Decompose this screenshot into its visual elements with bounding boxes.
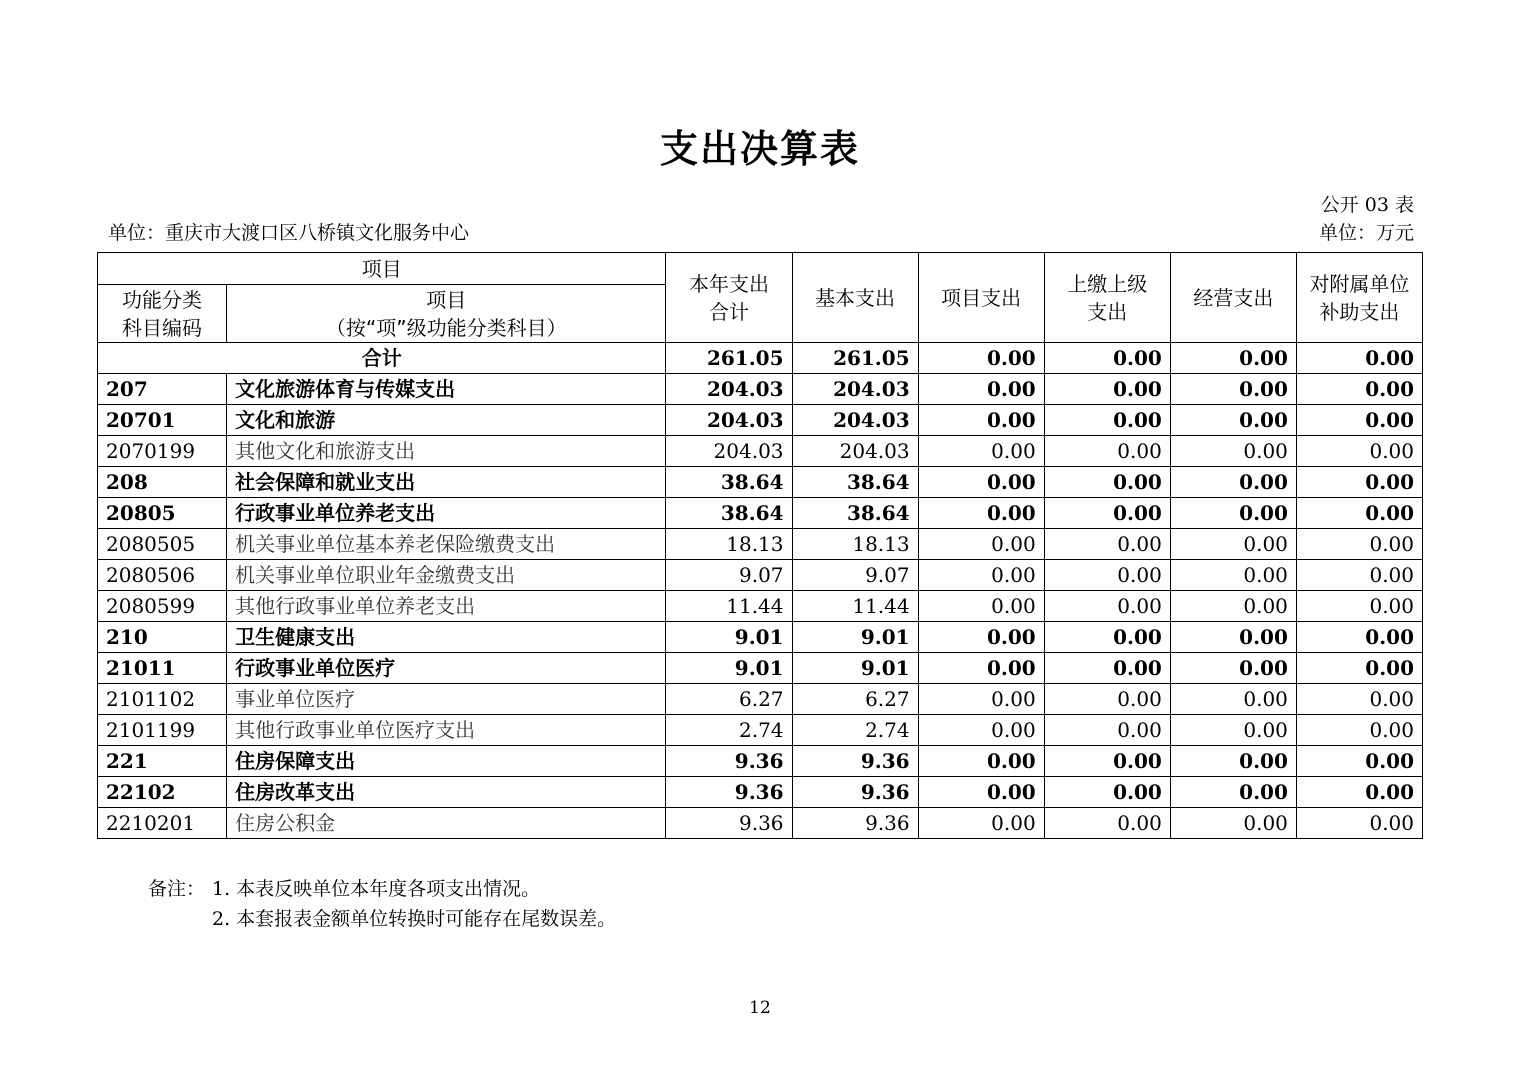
header-project-exp: 项目支出 [918,253,1044,343]
row-operating: 0.00 [1170,715,1296,746]
page-number: 12 [749,998,771,1018]
row-total: 11.44 [666,591,792,622]
row-upper: 0.00 [1044,653,1170,684]
row-name: 住房改革支出 [227,777,666,808]
row-project: 0.00 [918,777,1044,808]
row-subsidy: 0.00 [1296,715,1422,746]
total-subsidy: 0.00 [1296,343,1422,374]
row-basic: 6.27 [792,684,918,715]
table-row [98,560,1423,591]
notes-label: 备注： [148,878,206,900]
row-subsidy: 0.00 [1296,498,1422,529]
expenditure-table [97,252,1423,839]
row-code: 2101102 [98,684,227,715]
row-code: 22102 [98,777,227,808]
row-basic: 38.64 [792,498,918,529]
row-upper: 0.00 [1044,405,1170,436]
row-subsidy: 0.00 [1296,777,1422,808]
row-code: 21011 [98,653,227,684]
header-item-line1: 项目 [426,287,467,312]
row-total: 9.01 [666,622,792,653]
table-row [98,622,1423,653]
row-project: 0.00 [918,746,1044,777]
row-operating: 0.00 [1170,684,1296,715]
row-operating: 0.00 [1170,622,1296,653]
row-subsidy: 0.00 [1296,467,1422,498]
row-name: 机关事业单位基本养老保险缴费支出 [227,529,666,560]
row-operating: 0.00 [1170,591,1296,622]
row-basic: 38.64 [792,467,918,498]
row-subsidy: 0.00 [1296,653,1422,684]
row-project: 0.00 [918,560,1044,591]
row-code: 2070199 [98,436,227,467]
table-row [98,374,1423,405]
table-number: 公开 03 表 [1320,194,1414,216]
table-row [98,777,1423,808]
row-upper: 0.00 [1044,498,1170,529]
row-name: 行政事业单位养老支出 [227,498,666,529]
row-operating: 0.00 [1170,467,1296,498]
row-upper: 0.00 [1044,715,1170,746]
row-total: 9.36 [666,808,792,839]
row-total: 204.03 [666,436,792,467]
row-name: 机关事业单位职业年金缴费支出 [227,560,666,591]
row-basic: 9.01 [792,653,918,684]
row-total: 204.03 [666,374,792,405]
header-subsidy-line2: 补助支出 [1319,299,1400,324]
row-code: 2210201 [98,808,227,839]
row-upper: 0.00 [1044,777,1170,808]
organization-unit: 单位：重庆市大渡口区八桥镇文化服务中心 [108,222,470,244]
row-project: 0.00 [918,808,1044,839]
row-upper: 0.00 [1044,529,1170,560]
row-basic: 9.36 [792,777,918,808]
row-operating: 0.00 [1170,746,1296,777]
row-operating: 0.00 [1170,560,1296,591]
row-project: 0.00 [918,653,1044,684]
row-operating: 0.00 [1170,777,1296,808]
note-item-1: 1. 本表反映单位本年度各项支出情况。 [212,878,541,900]
row-operating: 0.00 [1170,374,1296,405]
row-name: 事业单位医疗 [227,684,666,715]
row-upper: 0.00 [1044,808,1170,839]
row-name: 其他行政事业单位养老支出 [227,591,666,622]
row-subsidy: 0.00 [1296,591,1422,622]
table-row [98,653,1423,684]
row-subsidy: 0.00 [1296,560,1422,591]
row-basic: 9.36 [792,746,918,777]
row-name: 其他文化和旅游支出 [227,436,666,467]
header-subsidy [1296,253,1422,343]
header-func-code-line2: 科目编码 [122,315,203,340]
row-basic: 2.74 [792,715,918,746]
header-basic: 基本支出 [792,253,918,343]
header-total-line2: 合计 [708,299,749,324]
header-func-code-line1: 功能分类 [122,287,203,312]
row-upper: 0.00 [1044,467,1170,498]
row-subsidy: 0.00 [1296,622,1422,653]
row-name: 其他行政事业单位医疗支出 [227,715,666,746]
row-basic: 9.07 [792,560,918,591]
row-subsidy: 0.00 [1296,374,1422,405]
header-project: 项目 [98,253,666,285]
table-row [98,808,1423,839]
row-total: 204.03 [666,405,792,436]
row-total: 9.36 [666,777,792,808]
table-row [98,715,1423,746]
row-basic: 9.01 [792,622,918,653]
row-subsidy: 0.00 [1296,405,1422,436]
row-operating: 0.00 [1170,653,1296,684]
row-operating: 0.00 [1170,436,1296,467]
total-basic: 261.05 [792,343,918,374]
header-upper-line1: 上缴上级 [1067,271,1148,296]
row-subsidy: 0.00 [1296,529,1422,560]
header-operating: 经营支出 [1170,253,1296,343]
header-total [666,253,792,343]
row-project: 0.00 [918,405,1044,436]
row-operating: 0.00 [1170,808,1296,839]
row-total: 18.13 [666,529,792,560]
table-row [98,591,1423,622]
row-name: 文化旅游体育与传媒支出 [227,374,666,405]
row-code: 20805 [98,498,227,529]
header-upper-line2: 支出 [1087,299,1128,324]
table-row [98,746,1423,777]
money-unit: 单位：万元 [1318,222,1414,244]
row-upper: 0.00 [1044,560,1170,591]
row-basic: 18.13 [792,529,918,560]
row-name: 卫生健康支出 [227,622,666,653]
row-project: 0.00 [918,684,1044,715]
row-code: 20701 [98,405,227,436]
row-code: 2080506 [98,560,227,591]
row-upper: 0.00 [1044,746,1170,777]
row-name: 社会保障和就业支出 [227,467,666,498]
row-total: 2.74 [666,715,792,746]
row-name: 住房公积金 [227,808,666,839]
row-total: 9.07 [666,560,792,591]
row-operating: 0.00 [1170,498,1296,529]
row-code: 2080599 [98,591,227,622]
row-project: 0.00 [918,467,1044,498]
total-total: 261.05 [666,343,792,374]
row-name: 住房保障支出 [227,746,666,777]
row-total: 9.01 [666,653,792,684]
table-row [98,405,1423,436]
total-project: 0.00 [918,343,1044,374]
row-project: 0.00 [918,622,1044,653]
row-project: 0.00 [918,436,1044,467]
row-code: 221 [98,746,227,777]
row-name: 行政事业单位医疗 [227,653,666,684]
table-row [98,498,1423,529]
header-total-line1: 本年支出 [688,271,769,296]
row-total: 6.27 [666,684,792,715]
row-project: 0.00 [918,591,1044,622]
row-total: 38.64 [666,467,792,498]
row-project: 0.00 [918,715,1044,746]
row-operating: 0.00 [1170,529,1296,560]
row-basic: 9.36 [792,808,918,839]
header-upper [1044,253,1170,343]
row-upper: 0.00 [1044,622,1170,653]
row-project: 0.00 [918,498,1044,529]
row-basic: 204.03 [792,436,918,467]
header-item [227,285,666,343]
table-row [98,684,1423,715]
note-item-2: 2. 本套报表金额单位转换时可能存在尾数误差。 [212,908,617,930]
row-code: 208 [98,467,227,498]
row-subsidy: 0.00 [1296,746,1422,777]
row-total: 38.64 [666,498,792,529]
row-project: 0.00 [918,374,1044,405]
row-code: 207 [98,374,227,405]
row-operating: 0.00 [1170,405,1296,436]
row-name: 文化和旅游 [227,405,666,436]
row-code: 2101199 [98,715,227,746]
row-upper: 0.00 [1044,684,1170,715]
row-basic: 204.03 [792,405,918,436]
table-row [98,436,1423,467]
row-upper: 0.00 [1044,591,1170,622]
row-subsidy: 0.00 [1296,684,1422,715]
header-subsidy-line1: 对附属单位 [1309,271,1410,296]
table-row [98,529,1423,560]
table-row [98,467,1423,498]
row-total: 9.36 [666,746,792,777]
page-title: 支出决算表 [659,127,860,171]
row-upper: 0.00 [1044,436,1170,467]
notes [148,874,616,934]
row-upper: 0.00 [1044,374,1170,405]
row-subsidy: 0.00 [1296,808,1422,839]
total-operating: 0.00 [1170,343,1296,374]
total-label: 合计 [98,343,666,374]
row-code: 210 [98,622,227,653]
row-code: 2080505 [98,529,227,560]
row-subsidy: 0.00 [1296,436,1422,467]
total-upper: 0.00 [1044,343,1170,374]
total-row [98,343,1423,374]
row-basic: 11.44 [792,591,918,622]
header-item-line2: （按“项”级功能分类科目） [325,315,567,340]
row-project: 0.00 [918,529,1044,560]
header-func-code [98,285,227,343]
row-basic: 204.03 [792,374,918,405]
